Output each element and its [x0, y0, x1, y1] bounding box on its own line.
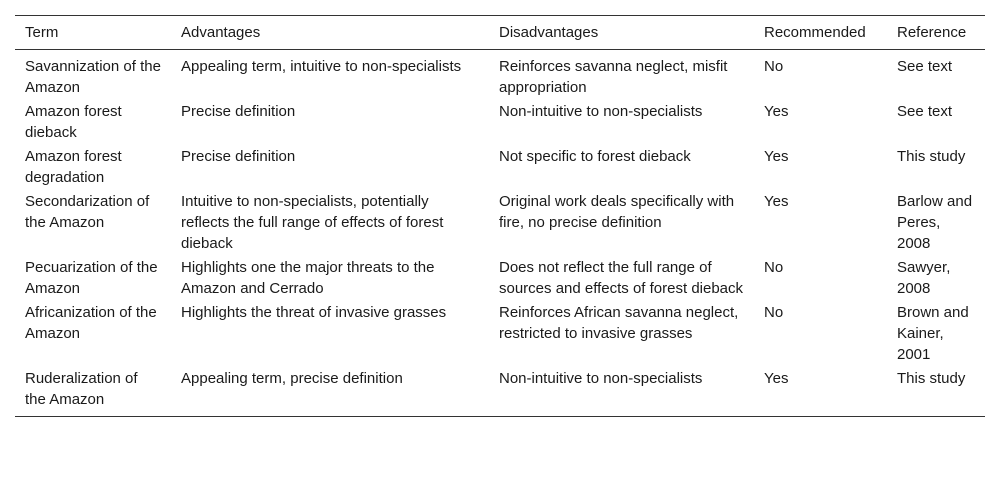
- header-term: Term: [25, 24, 59, 41]
- cell-recommended: Yes: [764, 103, 789, 120]
- cell-recommended: Yes: [764, 193, 789, 210]
- cell-term: Ruderalization of the Amazon: [25, 370, 138, 408]
- cell-disadvantages: Not specific to forest dieback: [499, 148, 691, 165]
- cell-recommended: Yes: [764, 370, 789, 387]
- cell-recommended: No: [764, 259, 784, 276]
- header-advantages: Advantages: [181, 24, 261, 41]
- cell-recommended: No: [764, 304, 784, 321]
- cell-disadvantages: Non-intuitive to non-specialists: [499, 103, 703, 120]
- cell-term: Savannization of the Amazon: [25, 58, 161, 96]
- cell-reference: Barlow and Peres, 2008: [897, 193, 973, 252]
- cell-term: Secondarization of the Amazon: [25, 193, 150, 231]
- terms-comparison-table: [15, 15, 985, 417]
- cell-disadvantages: Original work deals specifically with fire, no precise definition: [499, 193, 735, 231]
- cell-advantages: Appealing term, precise definition: [181, 370, 403, 387]
- header-reference: Reference: [897, 24, 967, 41]
- cell-advantages: Intuitive to non-specialists, potentially reflects the full range of effects of forest dieback: [181, 193, 444, 252]
- cell-term: Amazon forest degradation: [25, 148, 122, 186]
- terms-table-container: [15, 15, 985, 417]
- table-row: [15, 190, 985, 256]
- cell-disadvantages: Reinforces African savanna neglect, restricted to invasive grasses: [499, 304, 739, 342]
- cell-disadvantages: Non-intuitive to non-specialists: [499, 370, 703, 387]
- header-recommended: Recommended: [764, 24, 866, 41]
- cell-recommended: No: [764, 58, 784, 75]
- cell-advantages: Appealing term, intuitive to non-specialists: [181, 58, 462, 75]
- cell-disadvantages: Does not reflect the full range of sources and effects of forest dieback: [499, 259, 744, 297]
- cell-advantages: Highlights one the major threats to the Amazon and Cerrado: [181, 259, 435, 297]
- table-row: [15, 145, 985, 190]
- cell-term: Africanization of the Amazon: [25, 304, 157, 342]
- table-header: [15, 16, 985, 50]
- header-disadvantages: Disadvantages: [499, 24, 599, 41]
- header-row: [15, 16, 985, 50]
- table-row: [15, 367, 985, 417]
- cell-recommended: Yes: [764, 148, 789, 165]
- cell-reference: Sawyer, 2008: [897, 259, 951, 297]
- cell-reference: See text: [897, 58, 953, 75]
- table-row: [15, 100, 985, 145]
- cell-reference: See text: [897, 103, 953, 120]
- table-row: [15, 256, 985, 301]
- cell-advantages: Precise definition: [181, 103, 296, 120]
- cell-term: Amazon forest dieback: [25, 103, 122, 141]
- table-body: [15, 50, 985, 417]
- cell-reference: Brown and Kainer, 2001: [897, 304, 969, 363]
- table-row: [15, 50, 985, 101]
- table-row: [15, 301, 985, 367]
- cell-reference: This study: [897, 370, 966, 387]
- cell-advantages: Precise definition: [181, 148, 296, 165]
- cell-advantages: Highlights the threat of invasive grasses: [181, 304, 447, 321]
- cell-term: Pecuarization of the Amazon: [25, 259, 158, 297]
- cell-reference: This study: [897, 148, 966, 165]
- cell-disadvantages: Reinforces savanna neglect, misfit appropriation: [499, 58, 728, 96]
